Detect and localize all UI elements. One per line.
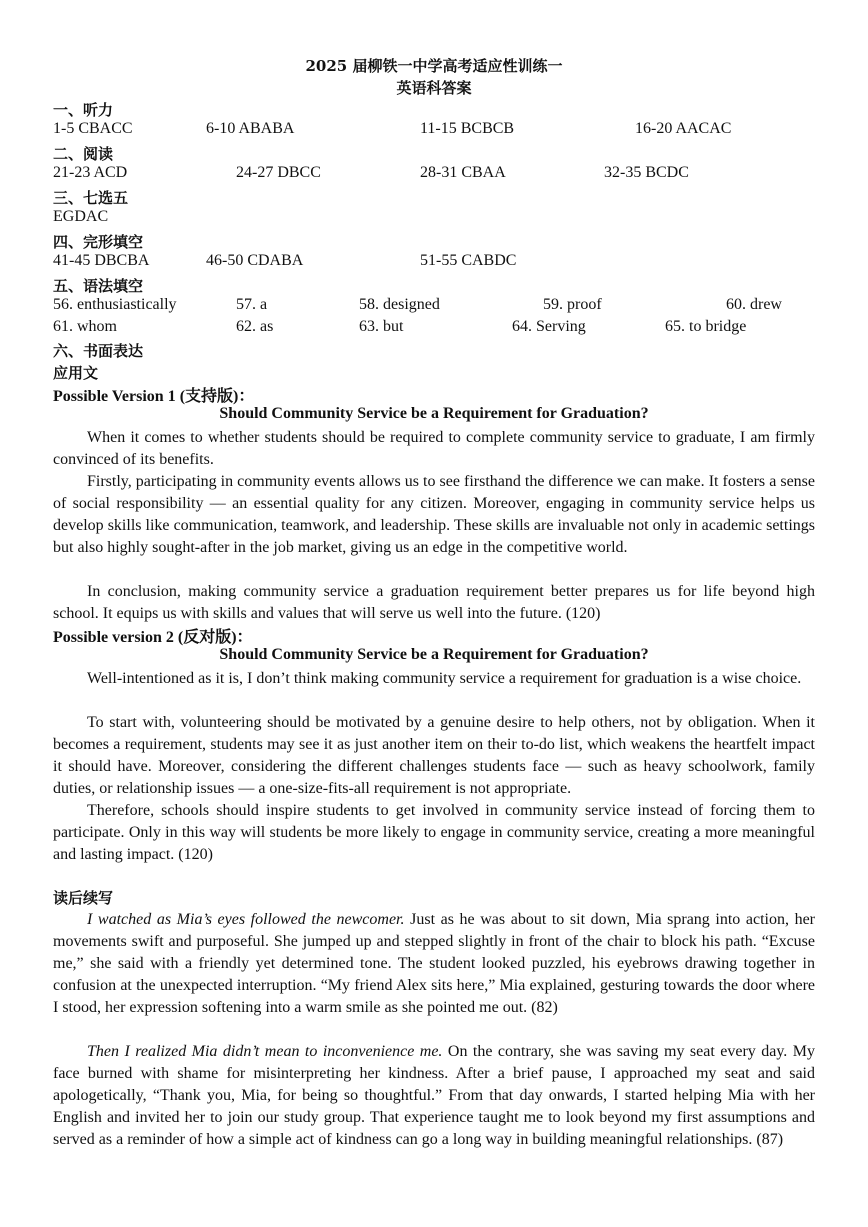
answer-item: 61. whom xyxy=(53,318,117,335)
answer-group: 32-35 BCDC xyxy=(604,164,689,181)
answer-group: 41-45 DBCBA xyxy=(53,252,150,269)
section-heading-grammar: 五、语法填空 xyxy=(53,277,144,295)
essay-title: Should Community Service be a Requirement for Graduation? xyxy=(219,646,649,663)
continuation-text: Just as he was about to sit down, Mia sprang into action, her movements swift and purposeful. She jumped up and stepped slightly in front of the chair to block his path. “Excuse me,” she said with a friendly yet determined tone. The student looked puzzled, his eyebrows drawing together in confusion at the unexpected interruption. “My friend Alex sits here,” Mia explained, gesturing towards the door where I stood, her expression softening into a warm smile as she pointed me out. (82) xyxy=(53,911,816,1016)
answer-group: 46-50 CDABA xyxy=(206,252,304,269)
essay-paragraph: In conclusion, making community service a graduation requirement better prepares us for life beyond high school. It equips us with skills and values that will serve us well into the future. (120) xyxy=(53,583,815,622)
given-opening-sentence: I watched as Mia’s eyes followed the newcomer. xyxy=(87,911,405,928)
section-heading-listening: 一、听力 xyxy=(53,101,114,119)
answer-item: 64. Serving xyxy=(512,318,586,335)
essay-paragraph: Firstly, participating in community events allows us to see firsthand the difference we can make. It fosters a sense of social responsibility — an essential quality for any citizen. Moreover, engaging in community service helps us develop skills like communication, teamwork, and leadership. These skills are invaluable not only in academic settings but also highly sought-after in the job market, giving us an edge in the competitive world. xyxy=(53,473,815,556)
section-heading-seven-choose-five: 三、七选五 xyxy=(53,189,129,207)
section-heading-continuation: 读后续写 xyxy=(53,889,114,907)
document-subtitle: 英语科答案 xyxy=(396,79,472,97)
answer-item: 62. as xyxy=(236,318,274,335)
answer-group: 6-10 ABABA xyxy=(206,120,295,137)
essay-paragraph: Well-intentioned as it is, I don’t think making community service a requirement for graduation is a wise choice. xyxy=(87,670,802,687)
answer-item: 60. drew xyxy=(726,296,782,313)
answer-group: EGDAC xyxy=(53,208,109,225)
essay-paragraph: Therefore, schools should inspire students to get involved in community service instead of forcing them to participate. Only in this way will students be more likely to engage in community service, creating a more meaningful and lasting impact. (120) xyxy=(53,802,815,863)
answer-group: 21-23 ACD xyxy=(53,164,128,181)
given-opening-sentence: Then I realized Mia didn’t mean to inconvenience me. xyxy=(87,1043,443,1060)
essay-paragraph: When it comes to whether students should be required to complete community service to graduate, I am firmly convinced of its benefits. xyxy=(53,429,815,468)
answer-item: 57. a xyxy=(236,296,268,313)
answer-item: 56. enthusiastically xyxy=(53,296,177,313)
section-subheading-practical-writing: 应用文 xyxy=(53,364,99,382)
answer-item: 65. to bridge xyxy=(665,318,747,335)
document-title: 2025 届柳铁一中学高考适应性训练一 xyxy=(305,57,563,75)
answer-group: 51-55 CABDC xyxy=(420,252,517,269)
answer-group: 16-20 AACAC xyxy=(635,120,732,137)
version-label: Possible version 2 (反对版)： xyxy=(53,629,253,646)
section-heading-reading: 二、阅读 xyxy=(53,145,114,163)
answer-group: 24-27 DBCC xyxy=(236,164,321,181)
answer-group: 11-15 BCBCB xyxy=(420,120,515,137)
version-label: Possible Version 1 (支持版)： xyxy=(53,388,255,405)
essay-title: Should Community Service be a Requirement for Graduation? xyxy=(219,405,649,422)
continuation-text: On the contrary, she was saving my seat every day. My face burned with shame for misinterpreting her kindness. After a brief pause, I approached my seat and said apologetically, “Thank you, Mia, for being so thoughtful.” From that day onwards, I started helping Mia with her English and invited her to join our study group. That experience taught me to look beyond my first assumptions and served as a reminder of how a simple act of kindness can go a long way in building meaningful relationships. (87) xyxy=(53,1043,815,1148)
essay-paragraph: To start with, volunteering should be motivated by a genuine desire to help others, not by obligation. When it becomes a requirement, students may see it as just another item on their to-do list, which weakens the heartfelt impact it should have. Moreover, considering the different challenges students face — such as heavy schoolwork, family duties, or relationship issues — a one-size-fits-all requirement is not appropriate. xyxy=(53,714,815,797)
continuation-paragraph xyxy=(53,1041,815,1151)
answer-item: 59. proof xyxy=(543,296,602,313)
continuation-paragraph xyxy=(53,909,815,1019)
answer-group: 1-5 CBACC xyxy=(53,120,133,137)
section-heading-writing: 六、书面表达 xyxy=(53,342,144,360)
answer-group: 28-31 CBAA xyxy=(420,164,506,181)
answer-item: 63. but xyxy=(359,318,404,335)
answer-item: 58. designed xyxy=(359,296,440,313)
section-heading-cloze: 四、完形填空 xyxy=(53,233,144,251)
